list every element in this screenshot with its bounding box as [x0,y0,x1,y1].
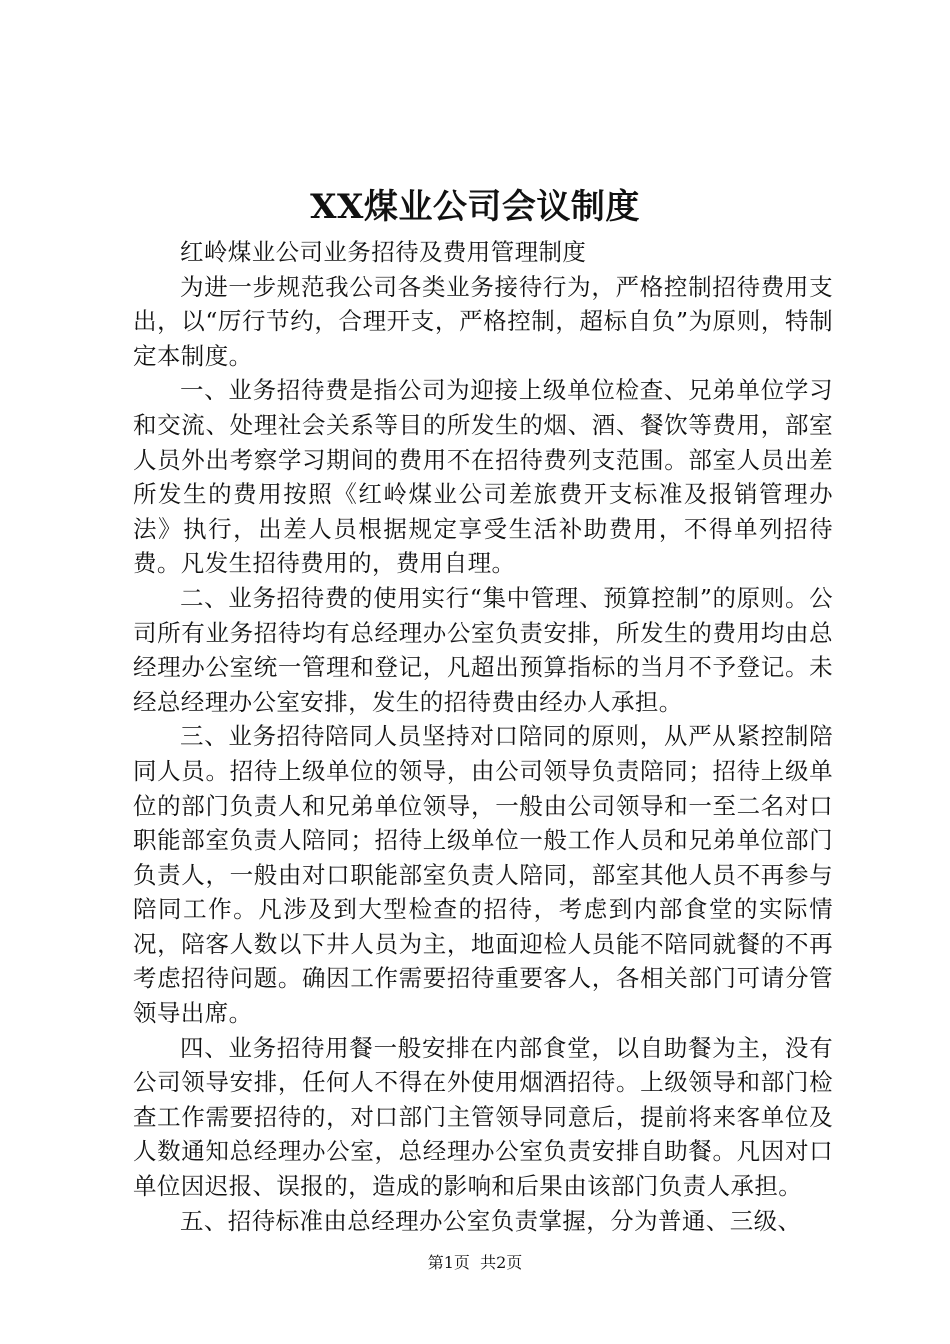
document-body [133,235,833,1238]
document-title: XX煤业公司会议制度 [310,187,640,227]
page-number: 第1页 [427,1253,470,1272]
paragraph-section-3: 三、业务招待陪同人员坚持对口陪同的原则，从严从紧控制陪同人员。招待上级单位的领导，由公司领导负责陪同；招待上级单位的部门负责人和兄弟单位领导，一般由公司领导和一至二名对口职能部室负责人陪同；招待上级单位一般工作人员和兄弟单位部门负责人，一般由对口职能部室负责人陪同，部室其他人员不再参与陪同工作。凡涉及到大型检查的招待，考虑到内部食堂的实际情况，陪客人数以下井人员为主，地面迎检人员能不陪同就餐的不再考虑招待问题。确因工作需要招待重要客人，各相关部门可请分管领导出席。 [133,722,833,1028]
page-total: 共2页 [480,1253,523,1272]
paragraph-section-2: 二、业务招待费的使用实行“集中管理、预算控制”的原则。公司所有业务招待均有总经理办公室负责安排，所发生的费用均由总经理办公室统一管理和登记，凡超出预算指标的当月不予登记。未经总经理办公室安排，发生的招待费由经办人承担。 [133,583,833,716]
paragraph-section-5: 五、招待标准由总经理办公室负责掌握，分为普通、三级、 [180,1206,802,1235]
paragraph-intro: 为进一步规范我公司各类业务接待行为，严格控制招待费用支出，以“厉行节约，合理开支，严格控制，超标自负”为原则，特制定本制度。 [133,272,833,370]
page-footer [0,1252,950,1274]
paragraph-subtitle: 红岭煤业公司业务招待及费用管理制度 [180,238,587,266]
paragraph-section-4: 四、业务招待用餐一般安排在内部食堂，以自助餐为主，没有公司领导安排，任何人不得在外使用烟酒招待。上级领导和部门检查工作需要招待的，对口部门主管领导同意后，提前将来客单位及人数通知总经理办公室，总经理办公室负责安排自助餐。凡因对口单位因迟报、误报的，造成的影响和后果由该部门负责人承担。 [133,1033,833,1201]
paragraph-section-1: 一、业务招待费是指公司为迎接上级单位检查、兄弟单位学习和交流、处理社会关系等目的所发生的烟、酒、餐饮等费用，部室人员外出考察学习期间的费用不在招待费列支范围。部室人员出差所发生的费用按照《红岭煤业公司差旅费开支标准及报销管理办法》执行，出差人员根据规定享受生活补助费用，不得单列招待费。凡发生招待费用的，费用自理。 [133,376,833,578]
